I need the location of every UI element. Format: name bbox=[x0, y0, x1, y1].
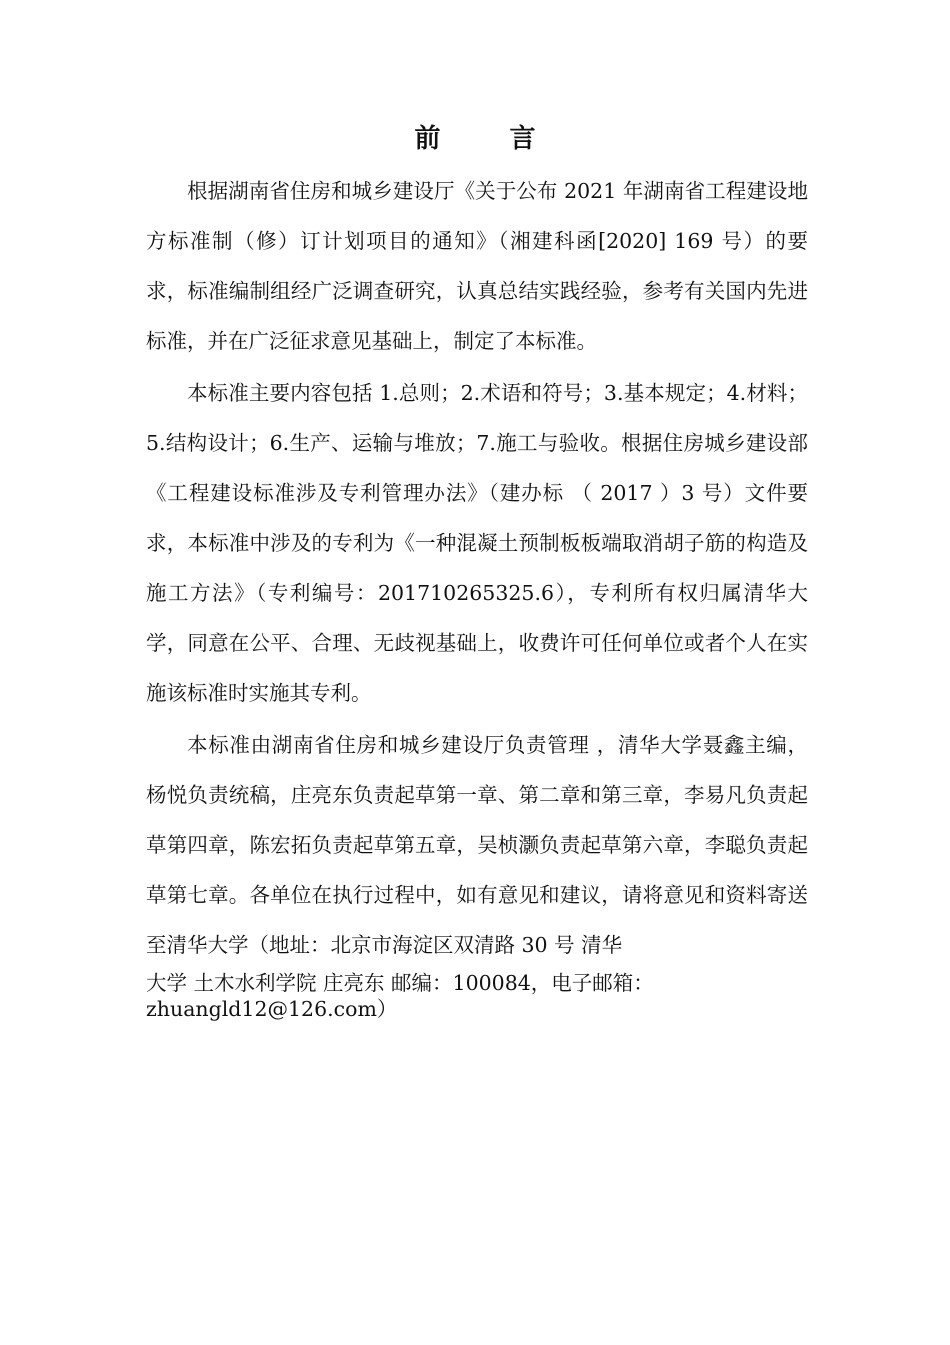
paragraph-basis: 根据湖南省住房和城乡建设厅《关于公布 2021 年湖南省工程建设地方标准制（修）订计划项目的通知》（湘建科函[2020] 169 号）的要求，标准编制组经广泛调查研究，认真总结实践经验，参考有关国内先进标准，并在广泛征求意见基础上，制定了本标准。 bbox=[146, 179, 808, 353]
preface-body bbox=[146, 166, 808, 1022]
email-line: zhuangld12@126.com） bbox=[146, 997, 398, 1021]
paragraph-management: 本标准由湖南省住房和城乡建设厅负责管理 ，清华大学聂鑫主编，杨悦负责统稿，庄亮东负责起草第一章、第二章和第三章，李易凡负责起草第四章，陈宏拓负责起草第五章，吴桢灏负责起草第六章，李聪负责起草第七章。各单位在执行过程中，如有意见和建议，请将意见和资料寄送至清华大学（地址：北京市海淀区双清路 30 号 清华 bbox=[146, 733, 808, 957]
page-title: 前 言 bbox=[414, 124, 566, 154]
paragraph-contents: 本标准主要内容包括 1.总则；2.术语和符号；3.基本规定；4.材料；5.结构设计；6.生产、运输与堆放；7.施工与验收。根据住房城乡建设部《工程建设标准涉及专利管理办法》（建办标 （ 2017 ）3 号）文件要求，本标准中涉及的专利为《一种混凝土预制板板端取消胡子筋的构造及施工方法》（专利编号：201710265325.6），专利所有权归属清华大学，同意在公平、合理、无歧视基础上，收费许可任何单位或者个人在实施该标准时实施其专利。 bbox=[146, 381, 808, 705]
address-line: 大学 土木水利学院 庄亮东 邮编：100084，电子邮箱： bbox=[146, 971, 654, 995]
